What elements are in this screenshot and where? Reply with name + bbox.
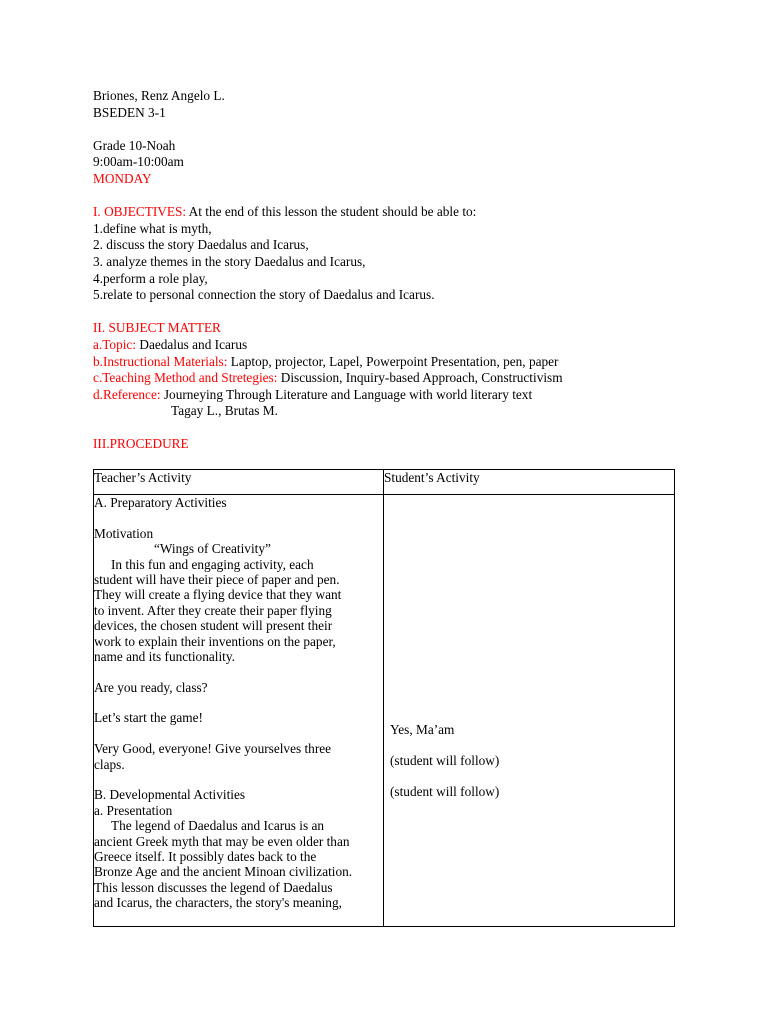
topic-label: a.Topic: bbox=[93, 336, 137, 352]
grade-level: Grade 10-Noah bbox=[93, 137, 176, 153]
objective-item: 5.relate to personal connection the story of Daedalus and Icarus. bbox=[93, 287, 435, 303]
motivation-text: student will have their piece of paper and pen. bbox=[94, 571, 340, 587]
materials-value: Laptop, projector, Lapel, Powerpoint Presentation, pen, paper bbox=[227, 353, 559, 369]
teacher-praise: claps. bbox=[94, 756, 125, 772]
procedure-heading: III.PROCEDURE bbox=[93, 436, 189, 452]
motivation-text: name and its functionality. bbox=[94, 648, 235, 664]
objective-item: 3. analyze themes in the story Daedalus and Icarus, bbox=[93, 253, 366, 269]
objectives-label: I. OBJECTIVES: bbox=[93, 204, 187, 220]
presentation-text: and Icarus, the characters, the story's meaning, bbox=[94, 895, 342, 911]
teacher-praise: Very Good, everyone! Give yourselves three bbox=[94, 741, 332, 757]
motivation-heading: Motivation bbox=[94, 525, 154, 541]
materials-line bbox=[93, 354, 693, 371]
student-answer: (student will follow) bbox=[390, 753, 500, 768]
table-row bbox=[94, 495, 675, 927]
reference-value: Journeying Through Literature and Language with world literary text bbox=[160, 386, 533, 402]
student-section: BSEDEN 3-1 bbox=[93, 104, 166, 120]
objective-item: 1.define what is myth, bbox=[93, 220, 212, 236]
developmental-heading: B. Developmental Activities bbox=[94, 787, 246, 803]
student-column-header: Student’s Activity bbox=[384, 470, 675, 495]
objectives-intro bbox=[93, 204, 693, 221]
presentation-heading: a. Presentation bbox=[94, 802, 173, 818]
presentation-text: This lesson discusses the legend of Daedalus bbox=[94, 879, 333, 895]
presentation-text: Greece itself. It possibly dates back to the bbox=[94, 848, 317, 864]
objective-item: 4.perform a role play, bbox=[93, 270, 208, 286]
student-activity-cell bbox=[384, 495, 675, 927]
preparatory-heading: A. Preparatory Activities bbox=[94, 495, 227, 510]
class-day: MONDAY bbox=[93, 170, 152, 186]
document-page bbox=[93, 88, 693, 453]
procedure-table bbox=[93, 469, 675, 927]
activity-title: “Wings of Creativity” bbox=[154, 541, 271, 557]
objective-item: 2. discuss the story Daedalus and Icarus, bbox=[93, 237, 309, 253]
motivation-text: devices, the chosen student will present their bbox=[94, 618, 333, 634]
reference-label: d.Reference: bbox=[93, 386, 161, 402]
reference-line bbox=[93, 387, 693, 404]
motivation-text: In this fun and engaging activity, each bbox=[111, 556, 314, 572]
table-header-row bbox=[94, 470, 675, 495]
topic-line bbox=[93, 337, 693, 354]
student-name: Briones, Renz Angelo L. bbox=[93, 88, 225, 103]
student-answer: (student will follow) bbox=[390, 784, 500, 799]
motivation-text: They will create a flying device that they want bbox=[94, 587, 342, 603]
motivation-text: to invent. After they create their paper flying bbox=[94, 602, 332, 618]
reference-authors: Tagay L., Brutas M. bbox=[171, 403, 278, 419]
teacher-activity-cell bbox=[94, 495, 384, 927]
presentation-text: Bronze Age and the ancient Minoan civilization. bbox=[94, 864, 353, 880]
objectives-intro-text: At the end of this lesson the student should be able to: bbox=[186, 204, 477, 220]
presentation-text: ancient Greek myth that may be even older than bbox=[94, 833, 350, 849]
teacher-column-header: Teacher’s Activity bbox=[94, 470, 384, 495]
class-time: 9:00am-10:00am bbox=[93, 154, 184, 170]
teacher-prompt-start: Let’s start the game! bbox=[94, 710, 203, 726]
materials-label: b.Instructional Materials: bbox=[93, 353, 228, 369]
method-value: Discussion, Inquiry-based Approach, Constructivism bbox=[277, 370, 563, 386]
presentation-text: The legend of Daedalus and Icarus is an bbox=[111, 818, 325, 834]
subject-matter-heading: II. SUBJECT MATTER bbox=[93, 320, 221, 336]
topic-value: Daedalus and Icarus bbox=[136, 336, 248, 352]
motivation-text: work to explain their inventions on the paper, bbox=[94, 633, 336, 649]
teacher-prompt-ready: Are you ready, class? bbox=[94, 679, 208, 695]
method-label: c.Teaching Method and Stretegies: bbox=[93, 370, 278, 386]
method-line bbox=[93, 370, 693, 387]
student-answer: Yes, Ma’am bbox=[390, 722, 455, 737]
